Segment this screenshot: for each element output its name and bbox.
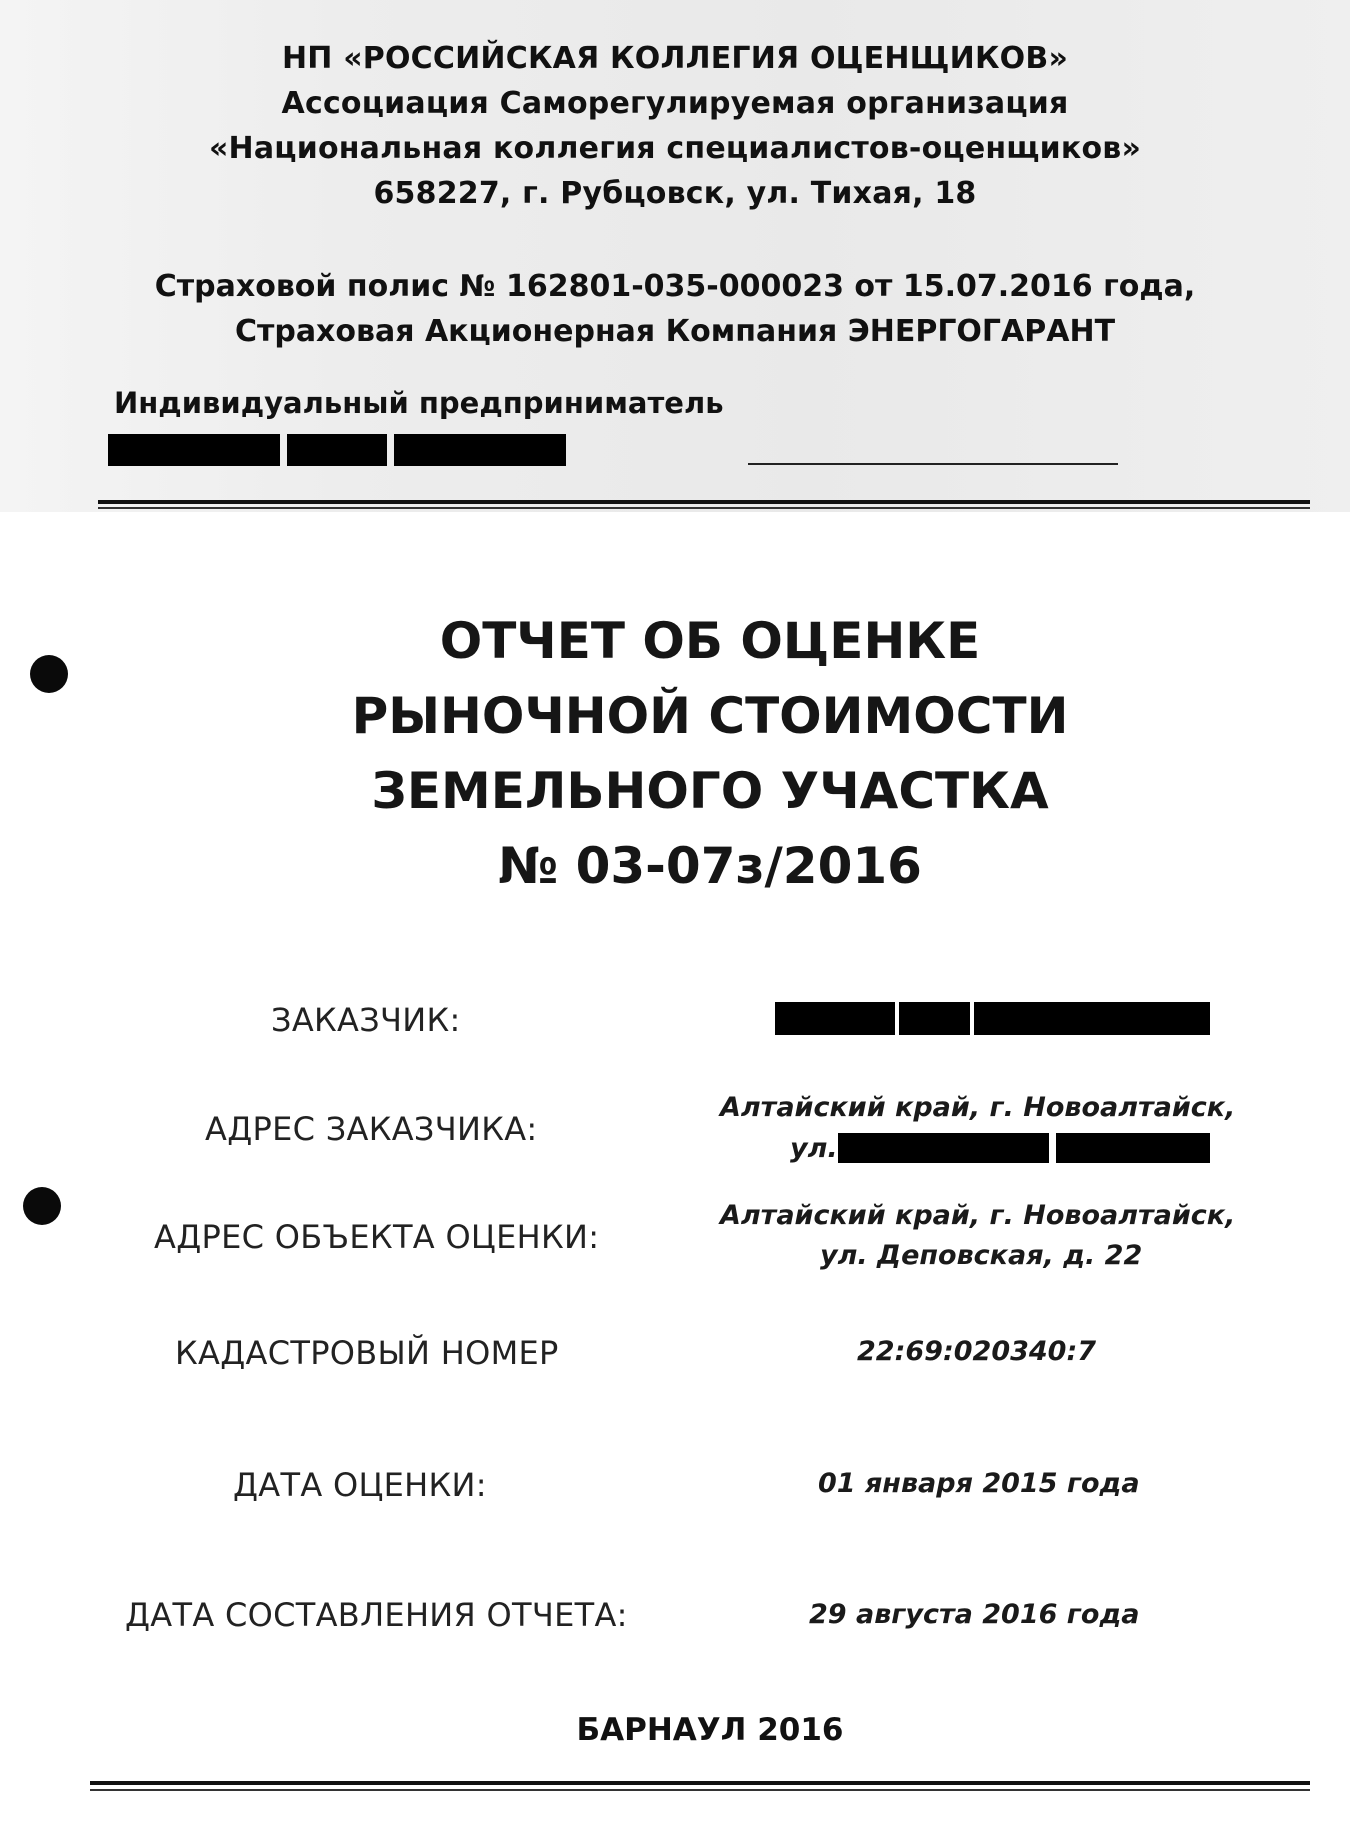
object-address-line-2: ул. Деповская, д. 22 bbox=[820, 1240, 1143, 1271]
customer-address-label: АДРЕС ЗАКАЗЧИКА: bbox=[205, 1110, 538, 1148]
org-address-line: 658227, г. Рубцовск, ул. Тихая, 18 bbox=[373, 176, 977, 211]
object-address-label: АДРЕС ОБЪЕКТА ОЦЕНКИ: bbox=[154, 1218, 600, 1256]
redacted-customer-name-2 bbox=[899, 1002, 970, 1035]
org-association-line: Ассоциация Саморегулируемая организация bbox=[281, 86, 1069, 121]
cadastral-number-label: КАДАСТРОВЫЙ НОМЕР bbox=[175, 1334, 559, 1372]
header-divider bbox=[98, 500, 1310, 504]
title-line-2: РЫНОЧНОЙ СТОИМОСТИ bbox=[351, 687, 1069, 745]
valuation-date-value: 01 января 2015 года bbox=[818, 1468, 1140, 1499]
customer-address-line-1: Алтайский край, г. Новоалтайск, bbox=[720, 1092, 1236, 1123]
title-line-1: ОТЧЕТ ОБ ОЦЕНКЕ bbox=[439, 612, 981, 670]
title-line-3: ЗЕМЕЛЬНОГО УЧАСТКА bbox=[371, 762, 1049, 820]
footer-divider bbox=[90, 1781, 1310, 1785]
city-year: БАРНАУЛ 2016 bbox=[576, 1712, 844, 1748]
report-date-label: ДАТА СОСТАВЛЕНИЯ ОТЧЕТА: bbox=[125, 1596, 628, 1634]
valuation-date-label: ДАТА ОЦЕНКИ: bbox=[233, 1466, 487, 1504]
org-name-line: НП «РОССИЙСКАЯ КОЛЛЕГИЯ ОЦЕНЩИКОВ» bbox=[281, 41, 1069, 76]
redacted-customer-name-3 bbox=[974, 1002, 1210, 1035]
insurer-line: Страховая Акционерная Компания ЭНЕРГОГАРАНТ bbox=[234, 314, 1116, 349]
report-number: № 03-07з/2016 bbox=[498, 837, 922, 895]
customer-address-street-prefix: ул. bbox=[790, 1133, 838, 1164]
redacted-entrepreneur-name-1 bbox=[108, 434, 280, 466]
redacted-customer-street bbox=[838, 1133, 1049, 1163]
report-title bbox=[0, 604, 1350, 904]
redacted-entrepreneur-name-2 bbox=[287, 434, 387, 466]
organization-header bbox=[0, 36, 1350, 216]
redacted-entrepreneur-name-3 bbox=[394, 434, 566, 466]
footer-divider-thin bbox=[90, 1789, 1310, 1791]
cadastral-number-value: 22:69:020340:7 bbox=[857, 1336, 1097, 1367]
signature-line bbox=[748, 463, 1118, 465]
customer-label: ЗАКАЗЧИК: bbox=[271, 1001, 461, 1039]
object-address-line-1: Алтайский край, г. Новоалтайск, bbox=[720, 1200, 1236, 1231]
header-divider-thin bbox=[98, 507, 1310, 509]
insurance-policy bbox=[0, 264, 1350, 354]
redacted-customer-house bbox=[1056, 1133, 1210, 1163]
entrepreneur-label: Индивидуальный предприниматель bbox=[114, 386, 724, 420]
report-date-value: 29 августа 2016 года bbox=[809, 1599, 1140, 1630]
punch-hole-bottom bbox=[23, 1187, 61, 1225]
redacted-customer-name-1 bbox=[775, 1002, 895, 1035]
org-college-line: «Национальная коллегия специалистов-оценщиков» bbox=[208, 131, 1142, 166]
policy-number-line: Страховой полис № 162801-035-000023 от 15.07.2016 года, bbox=[154, 269, 1196, 304]
